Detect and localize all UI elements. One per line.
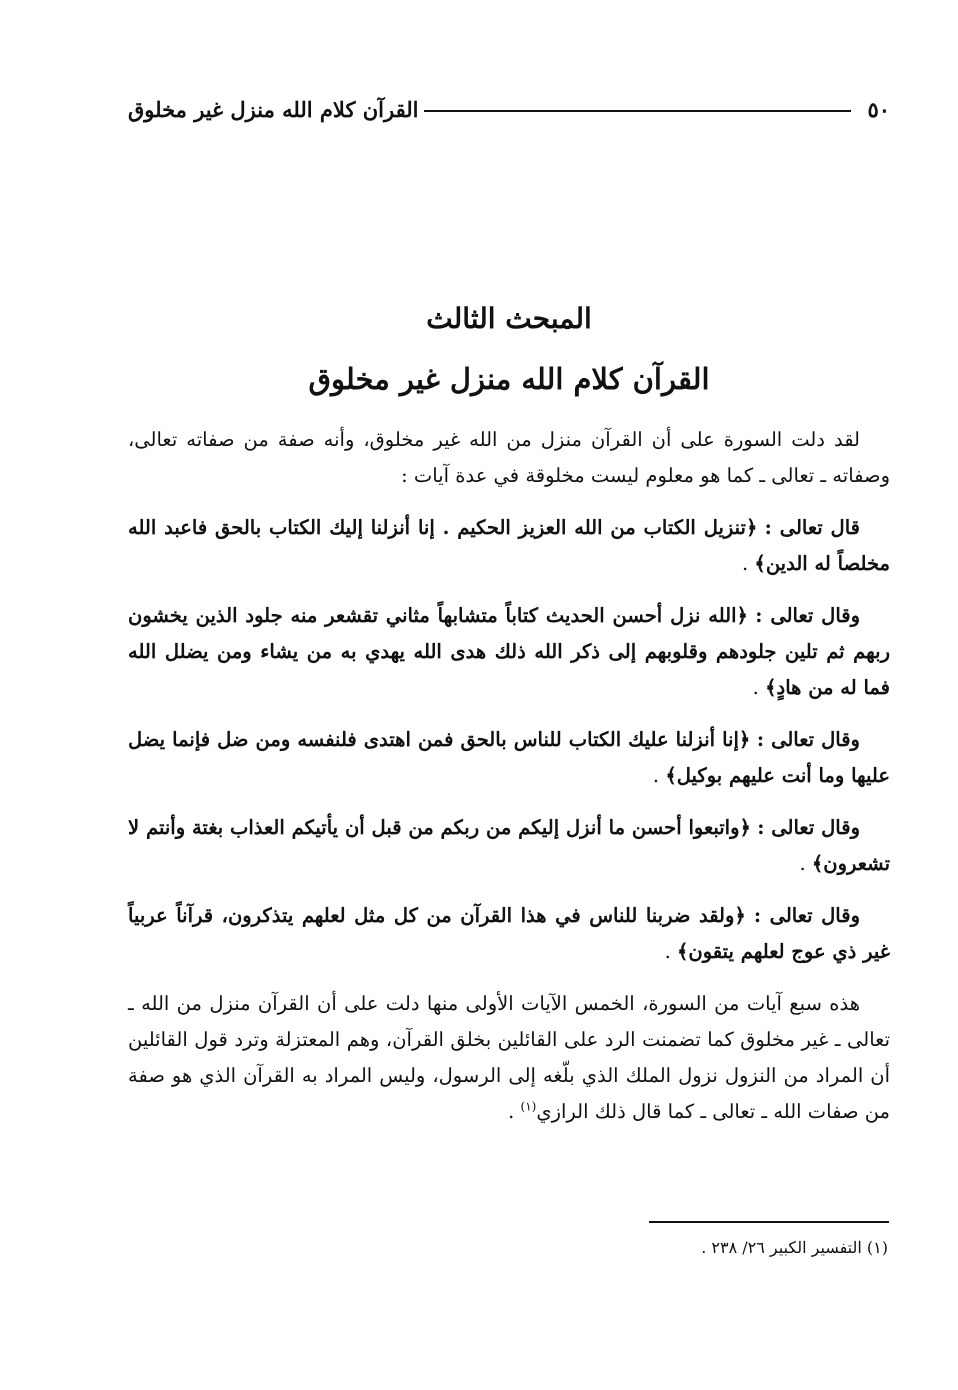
page-number: ٥٠ <box>867 96 890 122</box>
quran-verse: ﴿واتبعوا أحسن ما أنزل إليكم من ربكم من قبل أن يأتيكم العذاب بغتة وأنتم لا تشعرون﴾ <box>128 816 890 875</box>
quran-verse: ﴿ولقد ضربنا للناس في هذا القرآن من كل مثل لعلهم يتذكرون، قرآناً عربياً غير ذي عوج لعلهم يتقون﴾ <box>128 904 890 963</box>
quote-lead: قال تعالى : <box>764 516 860 539</box>
quote-lead: وقال تعالى : <box>753 904 860 927</box>
quote-paragraph <box>128 510 890 582</box>
quote-lead: وقال تعالى : <box>756 728 860 751</box>
quote-paragraph <box>128 810 890 882</box>
quote-end: . <box>741 552 755 575</box>
quote-paragraph <box>128 898 890 970</box>
quote-lead: وقال تعالى : <box>757 816 860 839</box>
footnote-reference[interactable]: (١) <box>520 1099 537 1114</box>
quote-paragraph <box>128 598 890 706</box>
quran-verse: ﴿تنزيل الكتاب من الله العزيز الحكيم . إنا أنزلنا إليك الكتاب بالحق فاعبد الله مخلصاً له الدين﴾ <box>128 516 890 575</box>
running-header <box>128 92 890 126</box>
running-title: القرآن كلام الله منزل غير مخلوق <box>128 96 419 122</box>
quote-lead: وقال تعالى : <box>755 604 860 627</box>
closing-paragraph <box>128 986 890 1130</box>
footnote: (١) التفسير الكبير ٢٦/ ٢٣٨ . <box>701 1238 888 1257</box>
closing-text: هذه سبع آيات من السورة، الخمس الآيات الأولى منها دلت على أن القرآن منزل من الله ـ تعالى ـ غير مخلوق كما تضمنت الرد على القائلين بخلق القرآن، وهم المعتزلة وترد قول القائلين أن المراد من النزول نزول الملك الذي بلّغه إلى الرسول، وليس المراد به القرآن الذي هو صفة من صفات الله ـ تعالى ـ كما قال ذلك الرازي <box>128 992 890 1123</box>
quran-verse: ﴿إنا أنزلنا عليك الكتاب للناس بالحق فمن اهتدى فلنفسه ومن ضل فإنما يضل عليها وما أنت عليهم بوكيل﴾ <box>128 728 890 787</box>
quote-end: . <box>664 940 677 963</box>
header-rule <box>424 110 851 112</box>
quote-end: . <box>752 676 766 699</box>
intro-paragraph: لقد دلت السورة على أن القرآن منزل من الله غير مخلوق، وأنه صفة من صفاته تعالى، وصفاته ـ تعالى ـ كما هو معلوم ليست مخلوقة في عدة آيات : <box>128 428 890 487</box>
quote-end: . <box>652 764 666 787</box>
closing-end: . <box>508 1100 521 1123</box>
footnote-rule <box>649 1221 889 1223</box>
section-title: القرآن كلام الله منزل غير مخلوق <box>308 362 710 396</box>
quran-verse: ﴿الله نزل أحسن الحديث كتاباً متشابهاً مثاني تقشعر منه جلود الذين يخشون ربهم ثم تلين جلودهم وقلوبهم إلى ذكر الله ذلك هدى الله يهدي به من يشاء ومن يضلل الله فما له من هادٍ﴾ <box>128 604 890 699</box>
body-text <box>128 422 890 1146</box>
quote-end: . <box>799 852 812 875</box>
quote-paragraph <box>128 722 890 794</box>
section-label: المبحث الثالث <box>426 302 592 335</box>
